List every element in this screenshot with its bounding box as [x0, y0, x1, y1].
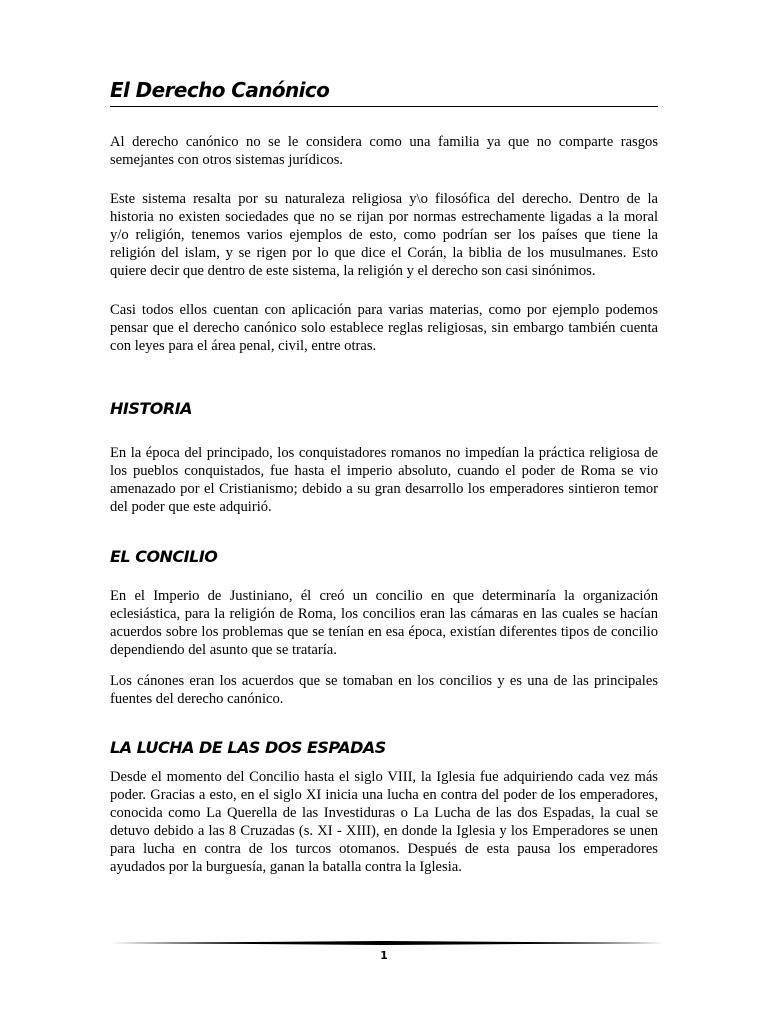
intro-paragraph-2: Este sistema resalta por su naturaleza religiosa y\o filosófica del derecho. Dentro de la historia no existen sociedades que no se rijan por normas estrechamente ligadas a la moral y/o religión, tenemos varios ejemplos de esto, como podrían ser los países que tiene la religión del islam, y se rigen por lo que dice el Corán, la biblia de los musulmanes. Esto quiere decir que dentro de este sistema, la religión y el derecho son casi sinónimos. — [110, 191, 658, 279]
historia-paragraph-1: En la época del principado, los conquistadores romanos no impedían la práctica religiosa de los pueblos conquistados, fue hasta el imperio absoluto, cuando el poder de Roma se vio amenazado por el Cristianismo; debido a su gran desarrollo los emperadores sintieron temor del poder que este adquirió. — [110, 445, 658, 515]
lucha-paragraph-1: Desde el momento del Concilio hasta el siglo VIII, la Iglesia fue adquiriendo cada vez más poder. Gracias a esto, en el siglo XI inicia una lucha en contra del poder de los emperadores, conocida como La Querella de las Investiduras o La Lucha de las dos Espadas, la cual se detuvo debido a las 8 Cruzadas (s. XI - XIII), en donde la Iglesia y los Emperadores se unen para lucha en contra de los turcos otomanos. Después de esta pausa los emperadores ayudados por la burguesía, ganan la batalla contra la Iglesia. — [110, 769, 658, 875]
section-heading-historia: HISTORIA — [110, 399, 193, 418]
document-title: El Derecho Canónico — [110, 76, 658, 107]
footer-divider — [110, 941, 664, 945]
page-number: 1 — [380, 949, 388, 962]
section-heading-concilio: EL CONCILIO — [110, 547, 218, 566]
concilio-paragraph-1: En el Imperio de Justiniano, él creó un concilio en que determinaría la organización eclesiástica, para la religión de Roma, los concilios eran las cámaras en las cuales se hacían acuerdos sobre los problemas que se tenían en esa época, existían diferentes tipos de concilio dependiendo del asunto que se trataría. — [110, 588, 658, 658]
document-page — [110, 76, 658, 876]
concilio-paragraph-2: Los cánones eran los acuerdos que se tomaban en los concilios y es una de las principales fuentes del derecho canónico. — [110, 673, 658, 707]
intro-paragraph-1: Al derecho canónico no se le considera como una familia ya que no comparte rasgos semejantes con otros sistemas jurídicos. — [110, 134, 658, 168]
intro-paragraph-3: Casi todos ellos cuentan con aplicación para varias materias, como por ejemplo podemos pensar que el derecho canónico solo establece reglas religiosas, sin embargo también cuenta con leyes para el área penal, civil, entre otras. — [110, 302, 658, 354]
section-heading-lucha: LA LUCHA DE LAS DOS ESPADAS — [110, 738, 386, 757]
